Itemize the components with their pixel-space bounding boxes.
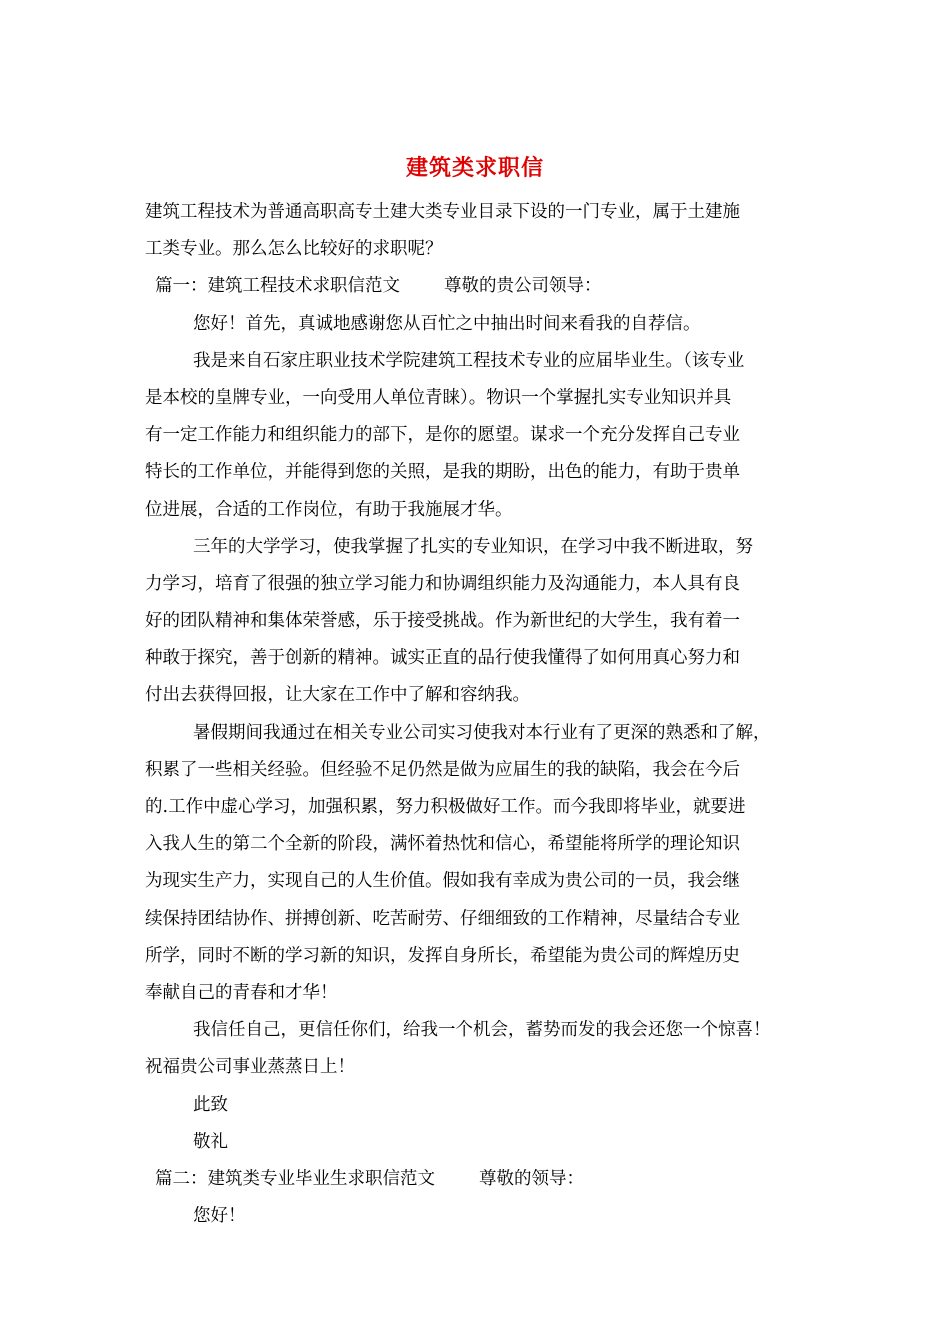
section-heading-line (145, 1161, 820, 1198)
paragraph-line: 特长的工作单位，并能得到您的关照，是我的期盼，出色的能力，有助于贵单 (145, 462, 740, 483)
paragraph-line: 积累了一些相关经验。但经验不足仍然是做为应届生的我的缺陷，我会在今后 (145, 759, 740, 780)
paragraph-line: 奉献自己的青春和才华！ (145, 982, 338, 1003)
intro-line: 工类专业。那么怎么比较好的求职呢？ (145, 239, 443, 260)
paragraph-line: 祝福贵公司事业蒸蒸日上！ (145, 1057, 355, 1078)
paragraph-line: 好的团队精神和集体荣誉感，乐于接受挑战。作为新世纪的大学生，我有着一 (145, 611, 740, 632)
document-body (145, 194, 820, 1235)
closing-line: 此致 (193, 1094, 228, 1115)
paragraph-line: 种敢于探究，善于创新的精神。诚实正直的品行使我懂得了如何用真心努力和 (145, 648, 740, 669)
section1-salutation: 尊敬的贵公司领导： (444, 276, 602, 297)
paragraph-line: 的.工作中虚心学习，加强积累，努力积极做好工作。而今我即将毕业，就要进 (145, 797, 746, 817)
section2-salutation: 尊敬的领导： (479, 1168, 584, 1189)
paragraph-line: 付出去获得回报，让大家在工作中了解和容纳我。 (145, 685, 530, 706)
greeting-line: 您好！ (193, 1206, 246, 1227)
section2-heading: 篇二：建筑类专业毕业生求职信范文 (155, 1168, 435, 1189)
paragraph-line: 暑假期间我通过在相关专业公司实习使我对本行业有了更深的熟悉和了解， (193, 722, 771, 743)
closing-line: 敬礼 (193, 1131, 228, 1152)
paragraph-line: 入我人生的第二个全新的阶段，满怀着热忱和信心，希望能将所学的理论知识 (145, 834, 740, 855)
paragraph-line: 所学，同时不断的学习新的知识，发挥自身所长，希望能为贵公司的辉煌历史 (145, 945, 740, 966)
paragraph-line: 为现实生产力，实现自己的人生价值。假如我有幸成为贵公司的一员，我会继 (145, 871, 740, 892)
paragraph-line: 续保持团结协作、拼搏创新、吃苦耐劳、仔细细致的工作精神，尽量结合专业 (145, 908, 740, 929)
section-heading-line (145, 268, 820, 305)
paragraph-line: 力学习，培育了很强的独立学习能力和协调组织能力及沟通能力，本人具有良 (145, 573, 740, 594)
intro-line: 建筑工程技术为普通高职高专土建大类专业目录下设的一门专业，属于土建施 (145, 202, 740, 222)
section1-heading: 篇一：建筑工程技术求职信范文 (155, 276, 400, 297)
paragraph-line: 是本校的皇牌专业，一向受用人单位青睐）。物识一个掌握扎实专业知识并具 (145, 387, 732, 408)
paragraph-line: 我信任自己，更信任你们，给我一个机会，蓄势而发的我会还您一个惊喜！ (193, 1020, 771, 1041)
paragraph-line: 我是来自石家庄职业技术学院建筑工程技术专业的应届毕业生。（该专业 (193, 350, 745, 371)
document-title: 建筑类求职信 (405, 155, 544, 181)
paragraph-line: 有一定工作能力和组织能力的部下，是你的愿望。谋求一个充分发挥自己专业 (145, 425, 740, 446)
paragraph-line: 位进展，合适的工作岗位，有助于我施展才华。 (145, 499, 513, 520)
paragraph-line: 三年的大学学习，使我掌握了扎实的专业知识，在学习中我不断进取，努 (193, 536, 753, 557)
greeting-line: 您好！首先，真诚地感谢您从百忙之中抽出时间来看我的自荐信。 (193, 313, 701, 334)
